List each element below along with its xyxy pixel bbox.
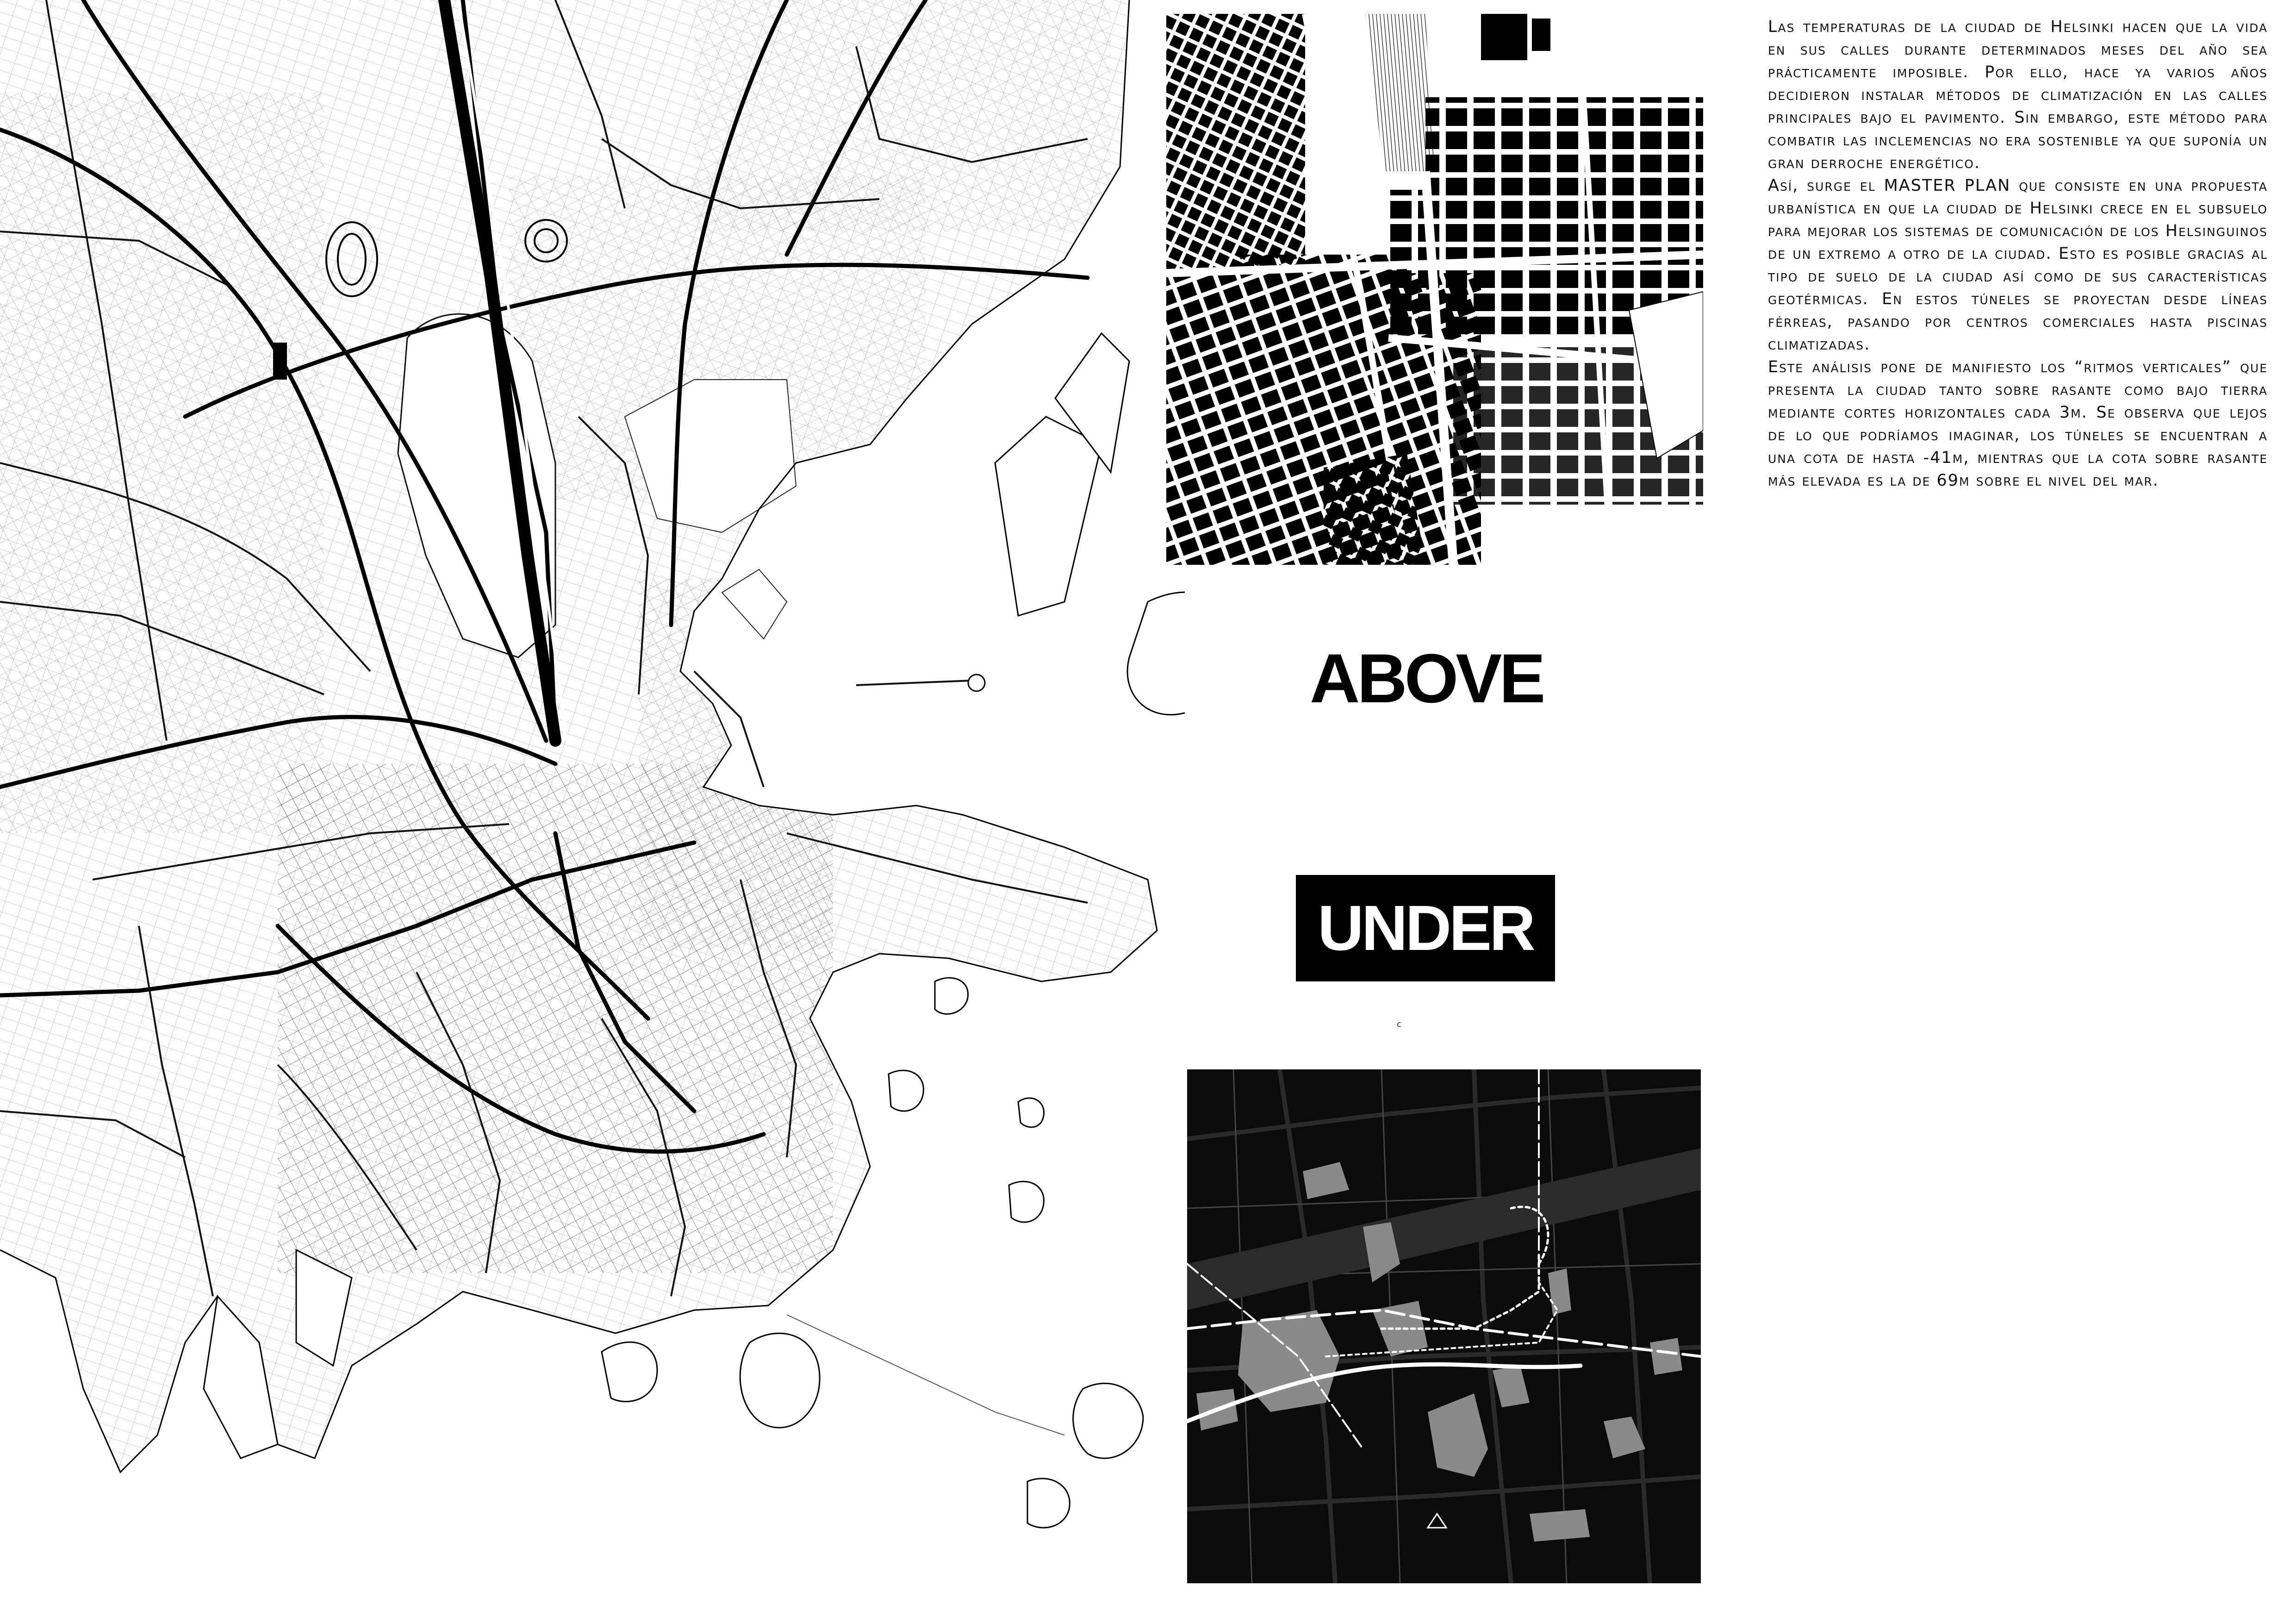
above-ground-figure-map [1166,14,1703,565]
stray-mark: c [1397,1019,1401,1029]
description-paragraph: Las temperaturas de la ciudad de Helsinki hacen que la vida en sus calles durante determinados meses del año sea prácticamente imposible. Por ello, hace ya varios años decidieron instalar métodos de climatización en las calles principales bajo el pavimento. Sin embargo, este método para combatir las inclemencias no era sostenible ya que suponía un gran derroche energético. [1768,18,2268,172]
under-label: UNDER [1318,893,1533,964]
description-paragraph: Así, surge el MASTER PLAN que consiste en una propuesta urbanística en que la ciudad de Helsinki crece en el subsuelo para mejorar los sistemas de comunicación de los Helsinguinos de un extremo a otro de la ciudad. Esto es posible gracias al tipo de suelo de la ciudad así como de sus características geotérmicas. En estos túneles se proyectan desde líneas férreas, pasando por centros comerciales hasta piscinas climatizadas. [1768,176,2268,354]
description-paragraph: Este análisis pone de manifiesto los “ritmos verticales” que presenta la ciudad tanto sobre rasante como bajo tierra mediante cortes horizontales cada 3m. Se observa que lejos de lo que podríamos imaginar, los túneles se encuentran a una cota de hasta -41m, mientras que la cota sobre rasante más elevada es la de 69m sobre el nivel del mar. [1768,358,2268,490]
above-label: ABOVE [1310,639,1543,717]
under-label-box [1296,875,1555,981]
underground-tunnel-map [1187,1069,1701,1583]
description-text [1768,16,2268,492]
